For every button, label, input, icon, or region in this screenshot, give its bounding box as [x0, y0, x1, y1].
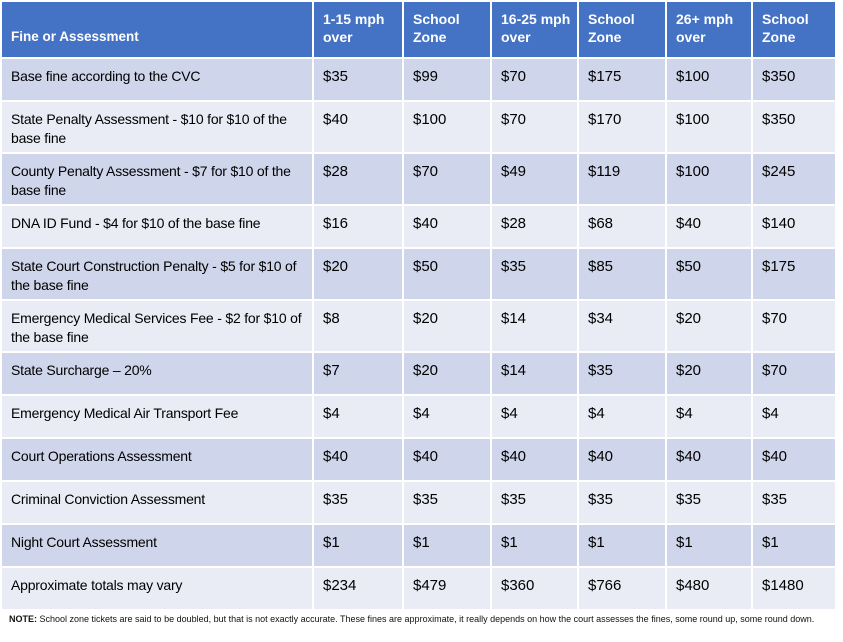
row-value: $350 [752, 101, 836, 153]
table-row [2, 153, 836, 205]
row-value: $7 [313, 352, 403, 395]
row-value: $480 [666, 567, 752, 610]
header-row [2, 2, 836, 58]
row-value: $4 [578, 395, 666, 438]
row-value: $40 [752, 438, 836, 481]
row-value: $34 [578, 300, 666, 352]
header-fine-or-assessment: Fine or Assessment [2, 2, 313, 58]
row-label: Emergency Medical Services Fee - $2 for $10 of the base fine [2, 300, 313, 352]
row-value: $766 [578, 567, 666, 610]
row-value: $50 [666, 248, 752, 300]
row-value: $100 [666, 101, 752, 153]
row-value: $100 [666, 58, 752, 101]
row-value: $40 [666, 438, 752, 481]
table-row [2, 300, 836, 352]
header-1-15-mph-over: 1-15 mph over [313, 2, 403, 58]
fines-table [2, 2, 837, 611]
row-value: $35 [491, 481, 578, 524]
row-value: $1 [313, 524, 403, 567]
row-value: $40 [313, 101, 403, 153]
row-value: $28 [313, 153, 403, 205]
row-label: Base fine according to the CVC [2, 58, 313, 101]
row-label: State Surcharge – 20% [2, 352, 313, 395]
row-value: $20 [403, 352, 491, 395]
row-value: $70 [752, 352, 836, 395]
row-value: $1 [666, 524, 752, 567]
row-value: $40 [403, 438, 491, 481]
table-row [2, 248, 836, 300]
table-row [2, 205, 836, 248]
row-value: $35 [578, 481, 666, 524]
row-value: $16 [313, 205, 403, 248]
row-value: $4 [752, 395, 836, 438]
row-value: $70 [491, 58, 578, 101]
row-label: State Penalty Assessment - $10 for $10 of the base fine [2, 101, 313, 153]
row-value: $360 [491, 567, 578, 610]
row-value: $479 [403, 567, 491, 610]
row-value: $1 [752, 524, 836, 567]
row-label: Night Court Assessment [2, 524, 313, 567]
row-value: $100 [403, 101, 491, 153]
row-value: $35 [491, 248, 578, 300]
header-26-plus-mph-over: 26+ mph over [666, 2, 752, 58]
table-row [2, 58, 836, 101]
row-value: $40 [313, 438, 403, 481]
row-value: $119 [578, 153, 666, 205]
header-school-zone-2: School Zone [578, 2, 666, 58]
row-value: $20 [666, 300, 752, 352]
row-value: $4 [666, 395, 752, 438]
row-value: $140 [752, 205, 836, 248]
row-value: $40 [403, 205, 491, 248]
row-value: $1 [578, 524, 666, 567]
row-value: $20 [403, 300, 491, 352]
row-value: $40 [578, 438, 666, 481]
row-label: Emergency Medical Air Transport Fee [2, 395, 313, 438]
row-value: $14 [491, 352, 578, 395]
row-value: $1 [491, 524, 578, 567]
table-row [2, 438, 836, 481]
row-value: $85 [578, 248, 666, 300]
row-label: State Court Construction Penalty - $5 for $10 of the base fine [2, 248, 313, 300]
row-value: $175 [752, 248, 836, 300]
row-value: $70 [491, 101, 578, 153]
row-value: $234 [313, 567, 403, 610]
row-value: $68 [578, 205, 666, 248]
table-row [2, 481, 836, 524]
table-row [2, 101, 836, 153]
table-body [2, 58, 836, 610]
row-value: $35 [313, 58, 403, 101]
table-row [2, 524, 836, 567]
row-label: Court Operations Assessment [2, 438, 313, 481]
row-value: $14 [491, 300, 578, 352]
row-value: $245 [752, 153, 836, 205]
footnote [9, 613, 839, 625]
table-row [2, 567, 836, 610]
header-school-zone-3: School Zone [752, 2, 836, 58]
row-value: $35 [313, 481, 403, 524]
footnote-text: School zone tickets are said to be doubled, but that is not exactly accurate. These fines are approximate, it really depends on how the court assesses the fines, some round up, some round down. [37, 614, 815, 624]
row-value: $100 [666, 153, 752, 205]
row-label: Criminal Conviction Assessment [2, 481, 313, 524]
row-label: Approximate totals may vary [2, 567, 313, 610]
table-row [2, 352, 836, 395]
row-value: $350 [752, 58, 836, 101]
row-value: $70 [403, 153, 491, 205]
row-label: DNA ID Fund - $4 for $10 of the base fine [2, 205, 313, 248]
row-value: $20 [666, 352, 752, 395]
row-value: $4 [403, 395, 491, 438]
footnote-label: NOTE: [9, 614, 37, 624]
row-value: $28 [491, 205, 578, 248]
row-value: $35 [403, 481, 491, 524]
row-value: $35 [752, 481, 836, 524]
row-value: $170 [578, 101, 666, 153]
row-value: $49 [491, 153, 578, 205]
row-value: $50 [403, 248, 491, 300]
row-value: $20 [313, 248, 403, 300]
row-value: $70 [752, 300, 836, 352]
row-value: $1480 [752, 567, 836, 610]
row-value: $35 [578, 352, 666, 395]
row-value: $40 [491, 438, 578, 481]
row-value: $1 [403, 524, 491, 567]
header-school-zone-1: School Zone [403, 2, 491, 58]
row-value: $40 [666, 205, 752, 248]
row-value: $4 [491, 395, 578, 438]
row-value: $8 [313, 300, 403, 352]
row-value: $99 [403, 58, 491, 101]
row-value: $35 [666, 481, 752, 524]
row-value: $4 [313, 395, 403, 438]
row-value: $175 [578, 58, 666, 101]
row-label: County Penalty Assessment - $7 for $10 of the base fine [2, 153, 313, 205]
table-row [2, 395, 836, 438]
header-16-25-mph-over: 16-25 mph over [491, 2, 578, 58]
